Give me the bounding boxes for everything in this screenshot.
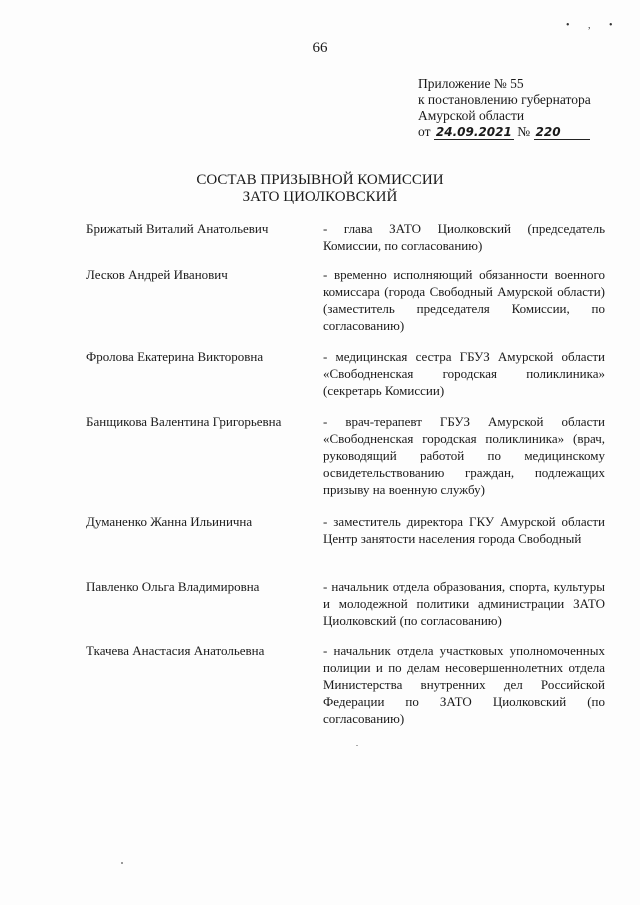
appendix-line-3: Амурской области [418,108,525,123]
member-name: Павленко Ольга Владимировна [86,579,260,594]
title-line-1: СОСТАВ ПРИЗЫВНОЙ КОМИССИИ [196,172,444,188]
member-name: Брижатый Виталий Анатольевич [86,221,269,236]
document-title [0,172,640,206]
handwritten-date: 24.09.2021 [434,125,514,140]
appendix-line-1: Приложение № 55 [418,76,524,91]
member-name: Думаненко Жанна Ильинична [86,514,253,529]
member-role: - врач-терапевт ГБУЗ Амурской области «Свободненская городская поликлиника» (врач, руководящий работой по медицинскому освидетельствованию граждан, подлежащих призыву на военную службу) [323,414,605,497]
appendix-date-line [418,124,591,140]
corner-marks: • , • [566,20,621,31]
member-role: - начальник отдела образования, спорта, культуры и молодежной политики администрации ЗАТО Циолковский (по согласованию) [323,579,605,628]
member-name: Лесков Андрей Иванович [86,267,228,282]
scan-speck [121,862,123,864]
from-label: от [418,124,431,139]
page-number: 66 [312,40,328,56]
number-label: № [517,124,531,139]
member-role: - временно исполняющий обязанности военного комиссара (города Свободный Амурской области) (заместитель председателя Комиссии, по согласованию) [323,267,605,333]
title-line-2: ЗАТО ЦИОЛКОВСКИЙ [242,189,398,205]
member-name: Ткачева Анастасия Анатольевна [86,643,265,658]
appendix-line-2: к постановлению губернатора [418,92,591,107]
member-name: Фролова Екатерина Викторовна [86,349,264,364]
member-name: Банщикова Валентина Григорьевна [86,414,282,429]
member-role: - заместитель директора ГКУ Амурской области Центр занятости населения города Свободный [323,514,605,546]
appendix-header [418,76,591,140]
member-role: - медицинская сестра ГБУЗ Амурской области «Свободненская городская поликлиника» (секретарь Комиссии) [323,349,605,398]
handwritten-number: 220 [534,125,590,140]
member-role: - глава ЗАТО Циолковский (председатель Комиссии, по согласованию) [323,221,605,253]
scan-speck [356,745,358,746]
member-role: - начальник отдела участковых уполномоченных полиции и по делам несовершеннолетних отдела Министерства внутренних дел Российской Федерации по ЗАТО Циолковский (по согласованию) [323,643,605,726]
